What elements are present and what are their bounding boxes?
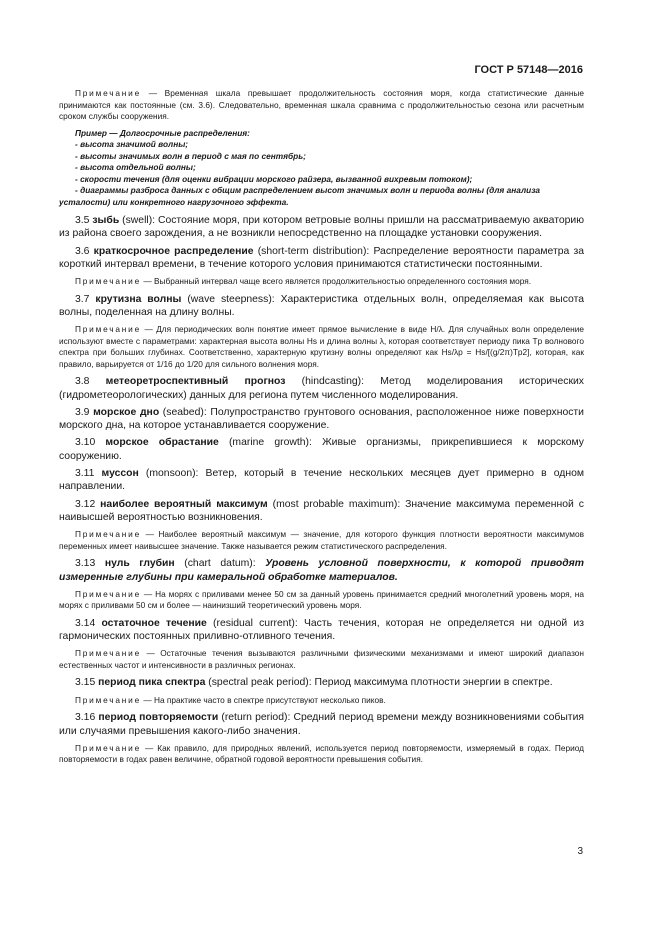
example-item: - высоты значимых волн в период с мая по сентябрь; — [75, 150, 306, 161]
note-label: Примечание — [75, 648, 142, 659]
example-item: - скорости течения (для оценки вибрации морского райзера, вызванной вихревым потоком); — [75, 173, 473, 184]
note-label: Примечание — [75, 742, 142, 753]
term-name: краткосрочное распределение — [93, 245, 254, 257]
example-title: Пример — Долгосрочные распределения: — [75, 127, 250, 138]
example-item: - высота отдельной волны; — [75, 162, 196, 172]
term-3-14: 3.14 остаточное течение (residual current): Часть течения, которая не определяется ни одной из гармонических постоянных приливно-отливного течения. — [59, 617, 584, 643]
term-3-7: 3.7 крутизна волны (wave steepness): Характеристика отдельных волн, определяемая как высота волны, поделенная на длину волны. — [59, 293, 585, 318]
note-label: Примечание — [75, 529, 142, 540]
term-3-16: 3.16 период повторяемости (return period): Средний период времени между возникновениями события или случаями превышения какого-либо значения. — [59, 712, 584, 737]
term-3-8: 3.8 метеоретроспективный прогноз (hindcasting): Метод моделирования исторических (гидрометеорологических) данных для региона путем численного моделирования. — [59, 376, 584, 401]
term-3-15: 3.15 период пика спектра (spectral peak period): Период максимума плотности энергии в спектре. — [75, 677, 553, 689]
example-block — [59, 128, 584, 209]
term-3-13: 3.13 нуль глубин (chart datum): Уровень условной поверхности, к которой приводят измеренные глубины при камеральной обработке материалов. — [59, 558, 585, 583]
term-name: муссон — [101, 468, 139, 480]
term-3-11: 3.11 муссон (monsoon): Ветер, который в течение нескольких месяцев дует примерно в одном направлении. — [59, 468, 584, 493]
term-3-12: 3.12 наиболее вероятный максимум (most probable maximum): Значение максимума переменной с наивысшей вероятностью возникновения. — [59, 498, 584, 523]
term-definition: Уровень условной поверхности, к которой приводят измеренные глубины при камеральной обработке материалов. — [59, 558, 585, 583]
page-number: 3 — [577, 846, 583, 857]
note-label: Примечание — [75, 276, 142, 287]
term-name: зыбь — [92, 215, 120, 226]
note-label: Примечание — [75, 588, 142, 599]
note-label: Примечание — [75, 88, 142, 98]
example-item: - высота значимой волны; — [75, 139, 189, 149]
term-name: морское обрастание — [105, 437, 219, 449]
term-3-9: 3.9 морское дно (seabed): Полупространство грунтового основания, расположенное ниже поверхности морского дна, на которое устанавливается сооружение. — [59, 406, 584, 432]
note-block: Примечание — Наиболее вероятный максимум — значение, для которого функция плотности вероятности максимумов переменных имеет наивысшее значение. Также называется режим статистического распределения. — [59, 529, 584, 551]
note-label: Примечание — [75, 324, 142, 335]
note-block: Примечание — Как правило, для природных явлений, используется период повторяемости, измеряемый в годах. Период повторяемости в годах равен величине, обратной годовой вероятности превышения события. — [59, 742, 584, 765]
note-block: Примечание — Выбранный интервал чаще всего является продолжительностью определенного состояния моря. — [75, 276, 532, 287]
term-name: метеоретроспективный прогноз — [105, 376, 286, 388]
term-name: период повторяемости — [98, 712, 219, 724]
term-name: остаточное течение — [101, 617, 207, 629]
note-block: Примечание — Для периодических волн понятие имеет прямое вычисление в виде H/λ. Для случайных волн определение используют вместе с параметрами: характерная высота волны Hs и длина волны λ, которая соответствует периоду пика Tp волнового спектра при больших глубинах. Соответственно, характерную крутизну волны определяют как Hs/λp = Hs/[(g/2π)Tp2], которая, как правило, варьируется от 1/16 до 1/20 для сильного волнения моря. — [59, 324, 584, 369]
term-3-5: 3.5 зыбь (swell): Состояние моря, при котором ветровые волны пришли на рассматриваемую акваторию из района своего зарождения, а не возникли непосредственно на площадке установки сооружения. — [59, 215, 584, 240]
note-block: Примечание — Остаточные течения вызываются различными физическими механизмами и имеют широкий диапазон естественных частот и интенсивности в различных регионах. — [59, 648, 584, 670]
note-block: Примечание — На морях с приливами менее 50 см за данный уровень принимается средний многолетний уровень моря, на морях с приливами 50 см и более — наинизший теоретический уровень моря. — [59, 588, 584, 611]
document-body — [59, 88, 584, 771]
note-label: Примечание — [75, 694, 142, 705]
note-block: Примечание — Временная шкала превышает продолжительность состояния моря, когда статистические данные принимаются как постоянные (см. 3.6). Следовательно, временная шкала сравнима с продолжительностью сезона или расчетным сроком службы сооружения. — [59, 88, 584, 121]
term-name: период пика спектра — [98, 677, 206, 689]
term-3-6: 3.6 краткосрочное распределение (short-term distribution): Распределение вероятности параметра за короткий интервал времени, в течение которого условия принимаются статистически постоянными. — [59, 245, 584, 270]
term-3-10: 3.10 морское обрастание (marine growth): Живые организмы, прикрепившиеся к морскому сооружению. — [59, 437, 585, 462]
example-item: - диаграммы разброса данных с общим распределением высот значимых волн и периода волны (для анализа усталости) или конкретного нагрузочного эффекта. — [59, 185, 541, 207]
term-name: крутизна волны — [95, 293, 182, 305]
document-header: ГОСТ Р 57148—2016 — [474, 64, 583, 76]
term-name: наиболее вероятный максимум — [100, 498, 268, 510]
term-name: нуль глубин — [104, 558, 175, 570]
note-block: Примечание — На практике часто в спектре присутствуют несколько пиков. — [75, 694, 386, 705]
term-name: морское дно — [93, 406, 160, 418]
